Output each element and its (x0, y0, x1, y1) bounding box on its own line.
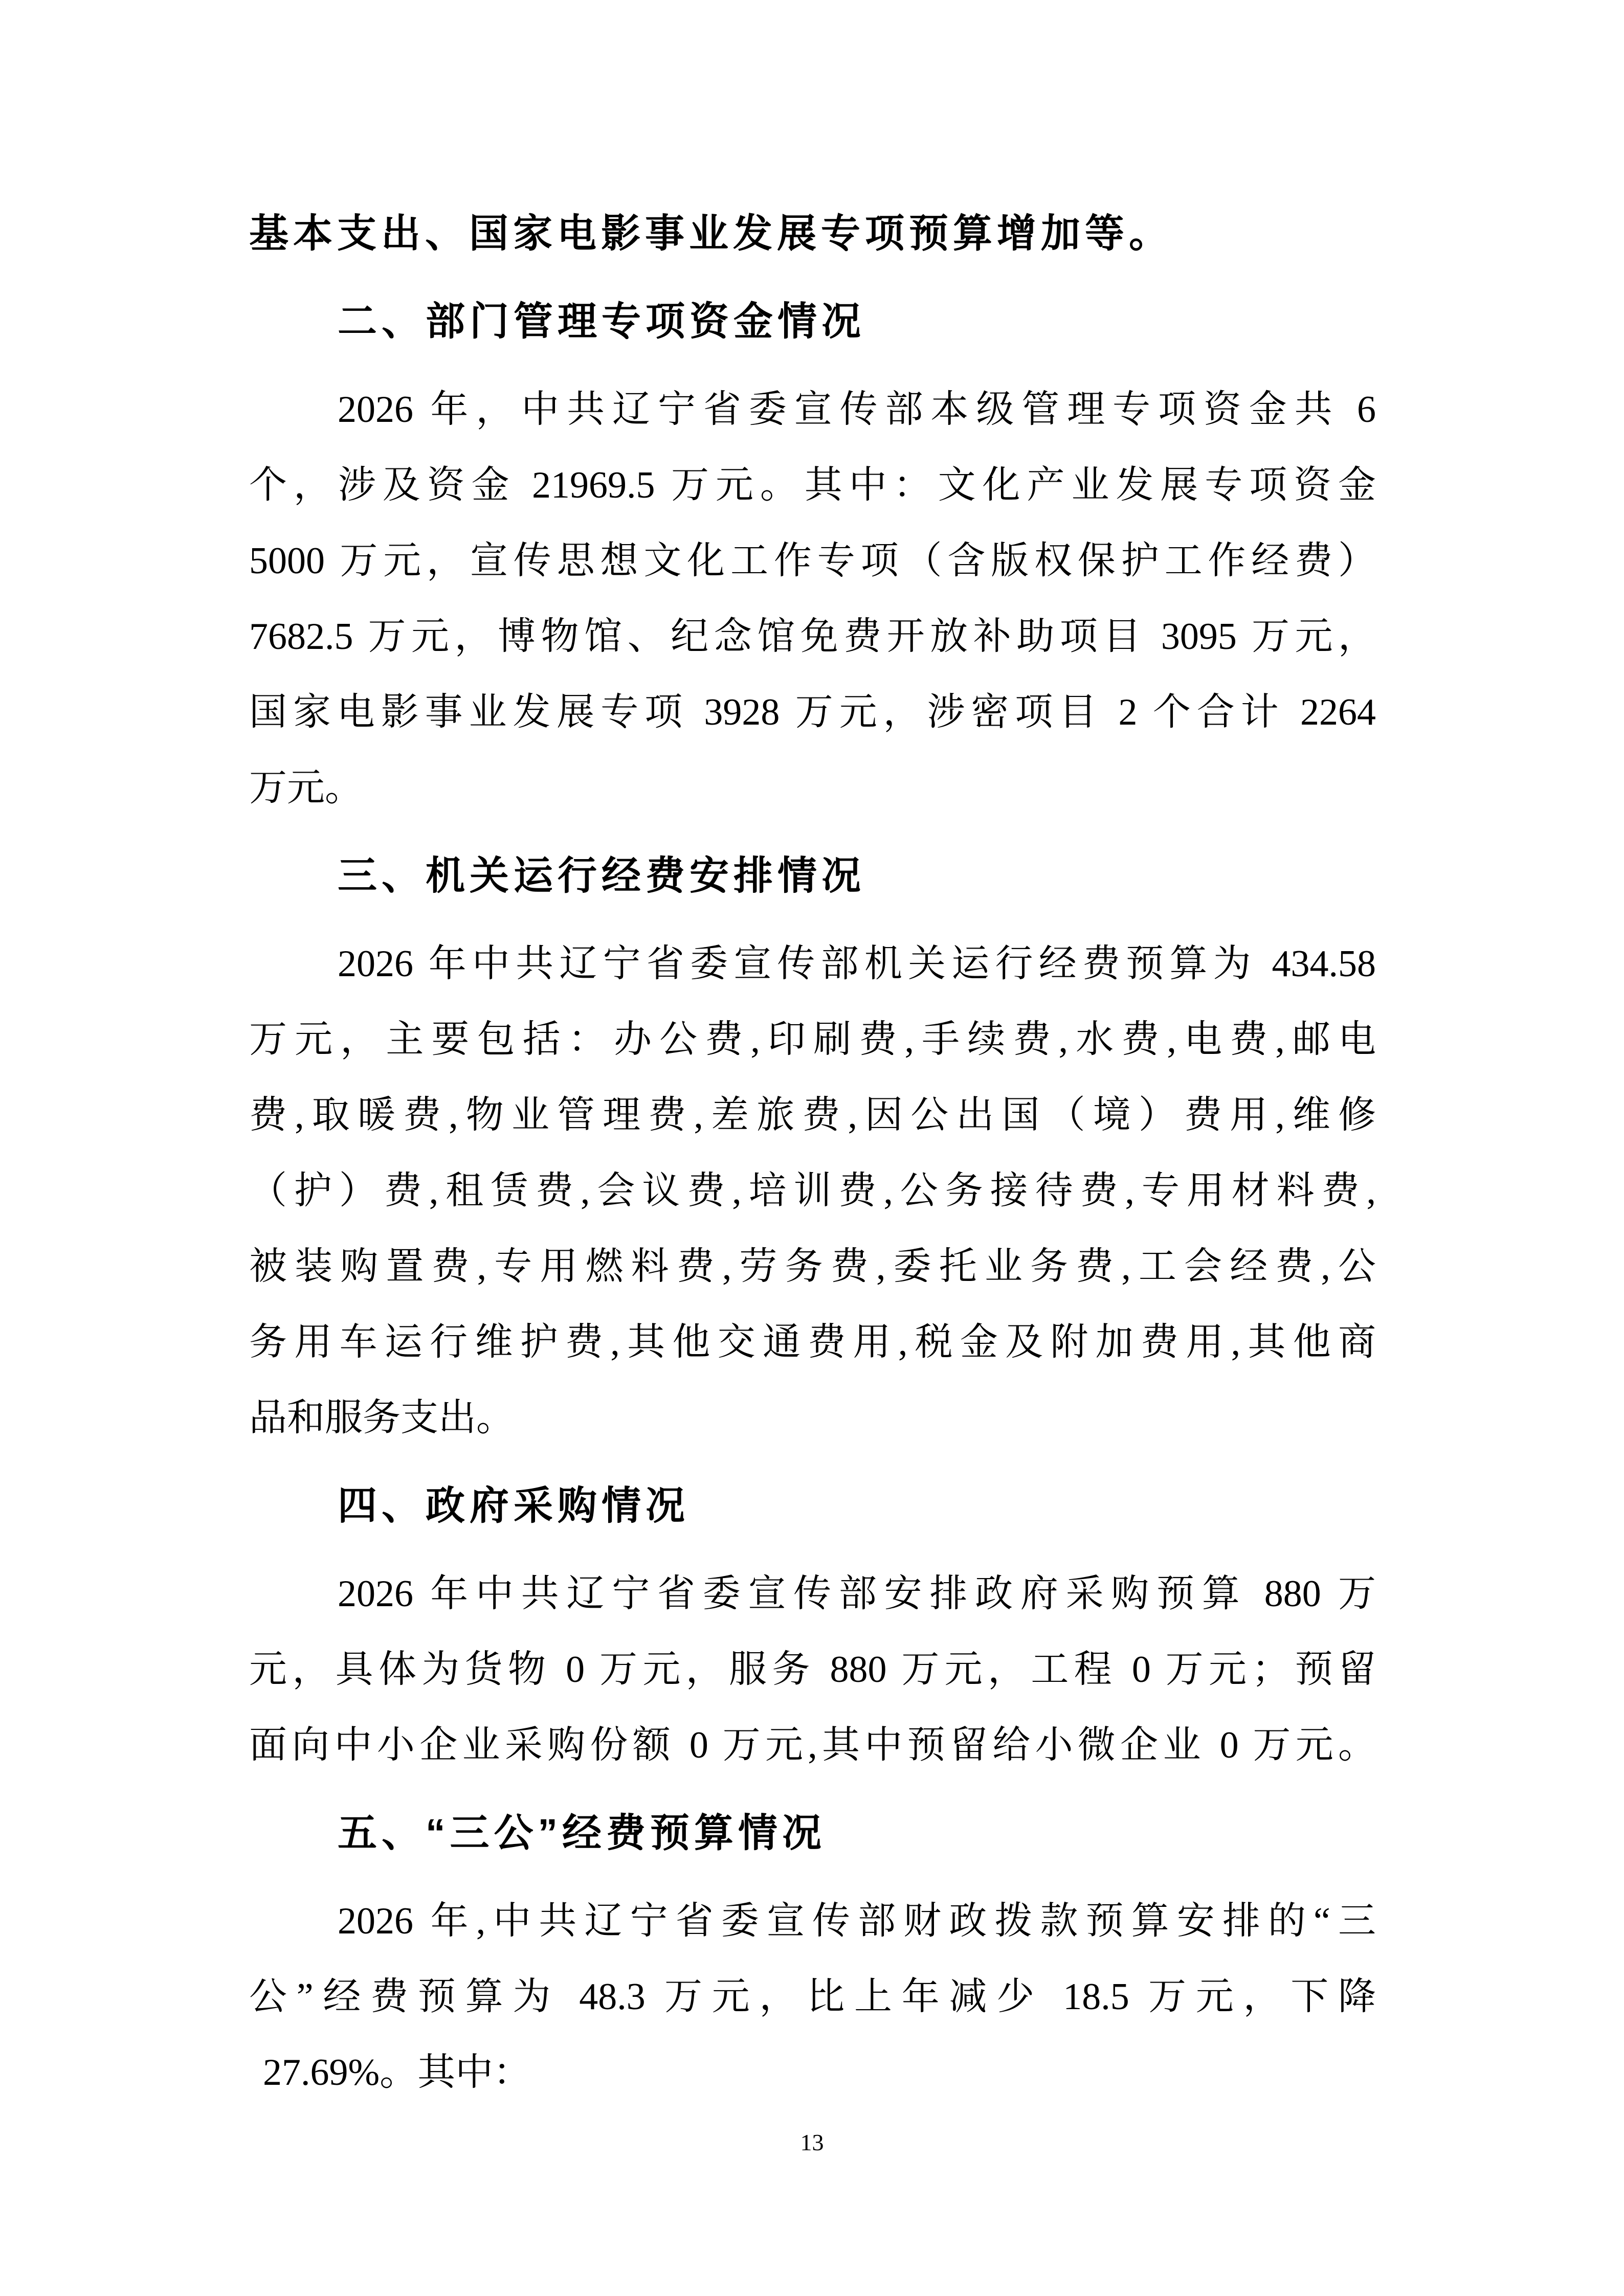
section-heading-2: 二、部门管理专项资金情况 (338, 300, 865, 344)
body-text-line: 2026 年中共辽宁省委宣传部安排政府采购预算 880 万 (338, 1573, 1376, 1615)
section-4 (249, 1468, 1376, 1544)
paragraph-special-funds (249, 372, 1376, 826)
body-text-line: 个，涉及资金 21969.5 万元。其中：文化产业发展专项资金 (249, 464, 1376, 506)
body-text-line: 7682.5 万元，博物馆、纪念馆免费开放补助项目 3095 万元， (249, 616, 1376, 658)
body-text-line: 2026 年,中共辽宁省委宣传部财政拨款预算安排的“三 (338, 1900, 1376, 1942)
paragraph-three-public-funds (249, 1883, 1376, 2110)
body-text-line: 2026 年中共辽宁省委宣传部机关运行经费预算为 434.58 (338, 943, 1376, 985)
body-text-line: 务用车运行维护费,其他交通费用,税金及附加费用,其他商 (249, 1321, 1376, 1363)
page-number: 13 (800, 2129, 824, 2155)
text-content (249, 196, 1376, 2110)
paragraph-operating-expenses (249, 926, 1376, 1456)
body-text-line: 面向中小企业采购份额 0 万元,其中预留给小微企业 0 万元。 (249, 1724, 1376, 1766)
section-5 (249, 1795, 1376, 1871)
paragraph-procurement (249, 1556, 1376, 1783)
section-3 (249, 838, 1376, 914)
closing-paragraph-line: 基本支出、国家电影事业发展专项预算增加等。 (249, 212, 1173, 256)
body-text-line: 2026 年，中共辽宁省委宣传部本级管理专项资金共 6 (338, 389, 1376, 431)
body-text-line: （护）费,租赁费,会议费,培训费,公务接待费,专用材料费, (249, 1170, 1376, 1212)
body-text-line: 国家电影事业发展专项 3928 万元，涉密项目 2 个合计 2264 (249, 691, 1376, 733)
body-text-line: 费,取暖费,物业管理费,差旅费,因公出国（境）费用,维修 (249, 1094, 1376, 1136)
body-text-line: 品和服务支出。 (249, 1397, 514, 1439)
section-2 (249, 284, 1376, 359)
body-text-line: 5000 万元，宣传思想文化工作专项（含版权保护工作经费） (249, 540, 1376, 582)
body-text-line: 万元，主要包括：办公费,印刷费,手续费,水费,电费,邮电 (249, 1019, 1376, 1061)
paragraph-continuation (249, 196, 1376, 272)
body-text-line: 元，具体为货物 0 万元，服务 880 万元，工程 0 万元；预留 (249, 1649, 1376, 1691)
body-text-line: 公”经费预算为 48.3 万元，比上年减少 18.5 万元，下降 (249, 1976, 1376, 2018)
body-text-line: 被装购置费,专用燃料费,劳务费,委托业务费,工会经费,公 (249, 1246, 1376, 1288)
section-heading-3: 三、机关运行经费安排情况 (338, 854, 865, 898)
section-heading-4: 四、政府采购情况 (338, 1484, 689, 1528)
section-heading-5: 五、“三公”经费预算情况 (338, 1811, 826, 1855)
body-text-line: 27.69%。其中： (263, 2052, 531, 2094)
body-text-line: 万元。 (249, 767, 363, 809)
